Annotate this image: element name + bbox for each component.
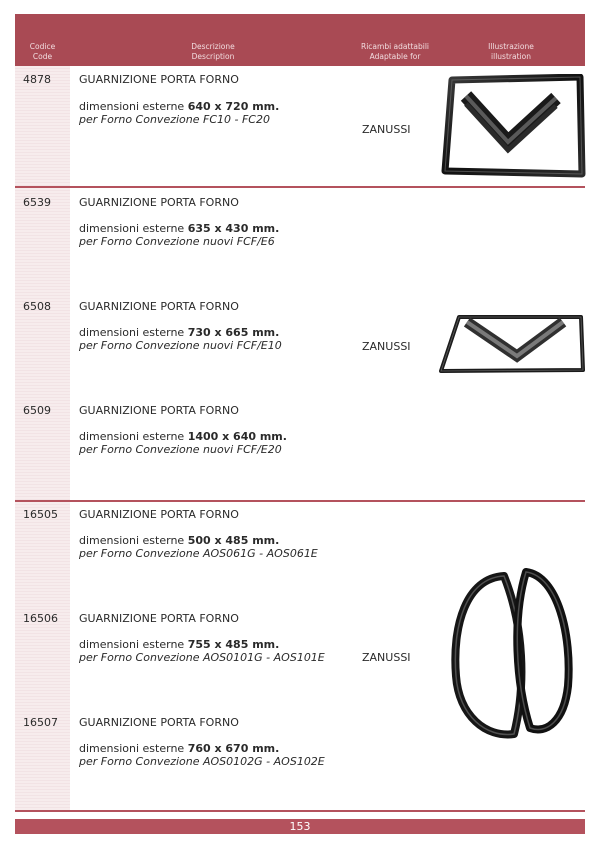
code-column-bg bbox=[15, 188, 70, 500]
item-title: GUARNIZIONE PORTA FORNO bbox=[79, 404, 239, 417]
header-illustration: Illustrazione illustration bbox=[488, 42, 534, 61]
item-dimensions: dimensioni esterne 640 x 720 mm. bbox=[79, 100, 280, 113]
code-column-bg bbox=[15, 502, 70, 810]
item-title: GUARNIZIONE PORTA FORNO bbox=[79, 508, 239, 521]
item-code: 16507 bbox=[23, 716, 58, 729]
gasket-photo bbox=[440, 74, 586, 180]
item-code: 6509 bbox=[23, 404, 51, 417]
item-title: GUARNIZIONE PORTA FORNO bbox=[79, 196, 239, 209]
item-dimensions: dimensioni esterne 635 x 430 mm. bbox=[79, 222, 280, 235]
item-application: per Forno Convezione nuovi FCF/E6 bbox=[79, 235, 275, 248]
header-code: Codice Code bbox=[29, 42, 56, 61]
item-dimensions: dimensioni esterne 755 x 485 mm. bbox=[79, 638, 280, 651]
item-code: 6508 bbox=[23, 300, 51, 313]
item-dimensions: dimensioni esterne 500 x 485 mm. bbox=[79, 534, 280, 547]
gasket-photo bbox=[446, 566, 576, 746]
item-code: 4878 bbox=[23, 73, 51, 86]
page-number: 153 bbox=[289, 820, 311, 833]
footer-band bbox=[15, 819, 585, 834]
item-title: GUARNIZIONE PORTA FORNO bbox=[79, 73, 239, 86]
group-separator bbox=[15, 810, 585, 812]
item-application: per Forno Convezione FC10 - FC20 bbox=[79, 113, 270, 126]
item-dimensions: dimensioni esterne 760 x 670 mm. bbox=[79, 742, 280, 755]
item-code: 6539 bbox=[23, 196, 51, 209]
item-title: GUARNIZIONE PORTA FORNO bbox=[79, 300, 239, 313]
adaptable-brand: ZANUSSI bbox=[362, 651, 411, 664]
group-separator bbox=[15, 186, 585, 188]
gasket-photo bbox=[437, 312, 587, 376]
header-adaptable: Ricambi adattabili Adaptable for bbox=[361, 42, 429, 61]
item-application: per Forno Convezione AOS0101G - AOS101E bbox=[79, 651, 325, 664]
item-title: GUARNIZIONE PORTA FORNO bbox=[79, 716, 239, 729]
adaptable-brand: ZANUSSI bbox=[362, 340, 411, 353]
item-application: per Forno Convezione nuovi FCF/E10 bbox=[79, 339, 282, 352]
item-application: per Forno Convezione nuovi FCF/E20 bbox=[79, 443, 282, 456]
header-description: Descrizione Description bbox=[191, 42, 235, 61]
item-dimensions: dimensioni esterne 730 x 665 mm. bbox=[79, 326, 280, 339]
item-code: 16506 bbox=[23, 612, 58, 625]
table-header bbox=[15, 38, 585, 66]
adaptable-brand: ZANUSSI bbox=[362, 123, 411, 136]
item-application: per Forno Convezione AOS061G - AOS061E bbox=[79, 547, 318, 560]
item-dimensions: dimensioni esterne 1400 x 640 mm. bbox=[79, 430, 287, 443]
item-title: GUARNIZIONE PORTA FORNO bbox=[79, 612, 239, 625]
item-application: per Forno Convezione AOS0102G - AOS102E bbox=[79, 755, 325, 768]
group-separator bbox=[15, 500, 585, 502]
item-code: 16505 bbox=[23, 508, 58, 521]
top-band bbox=[15, 14, 585, 38]
